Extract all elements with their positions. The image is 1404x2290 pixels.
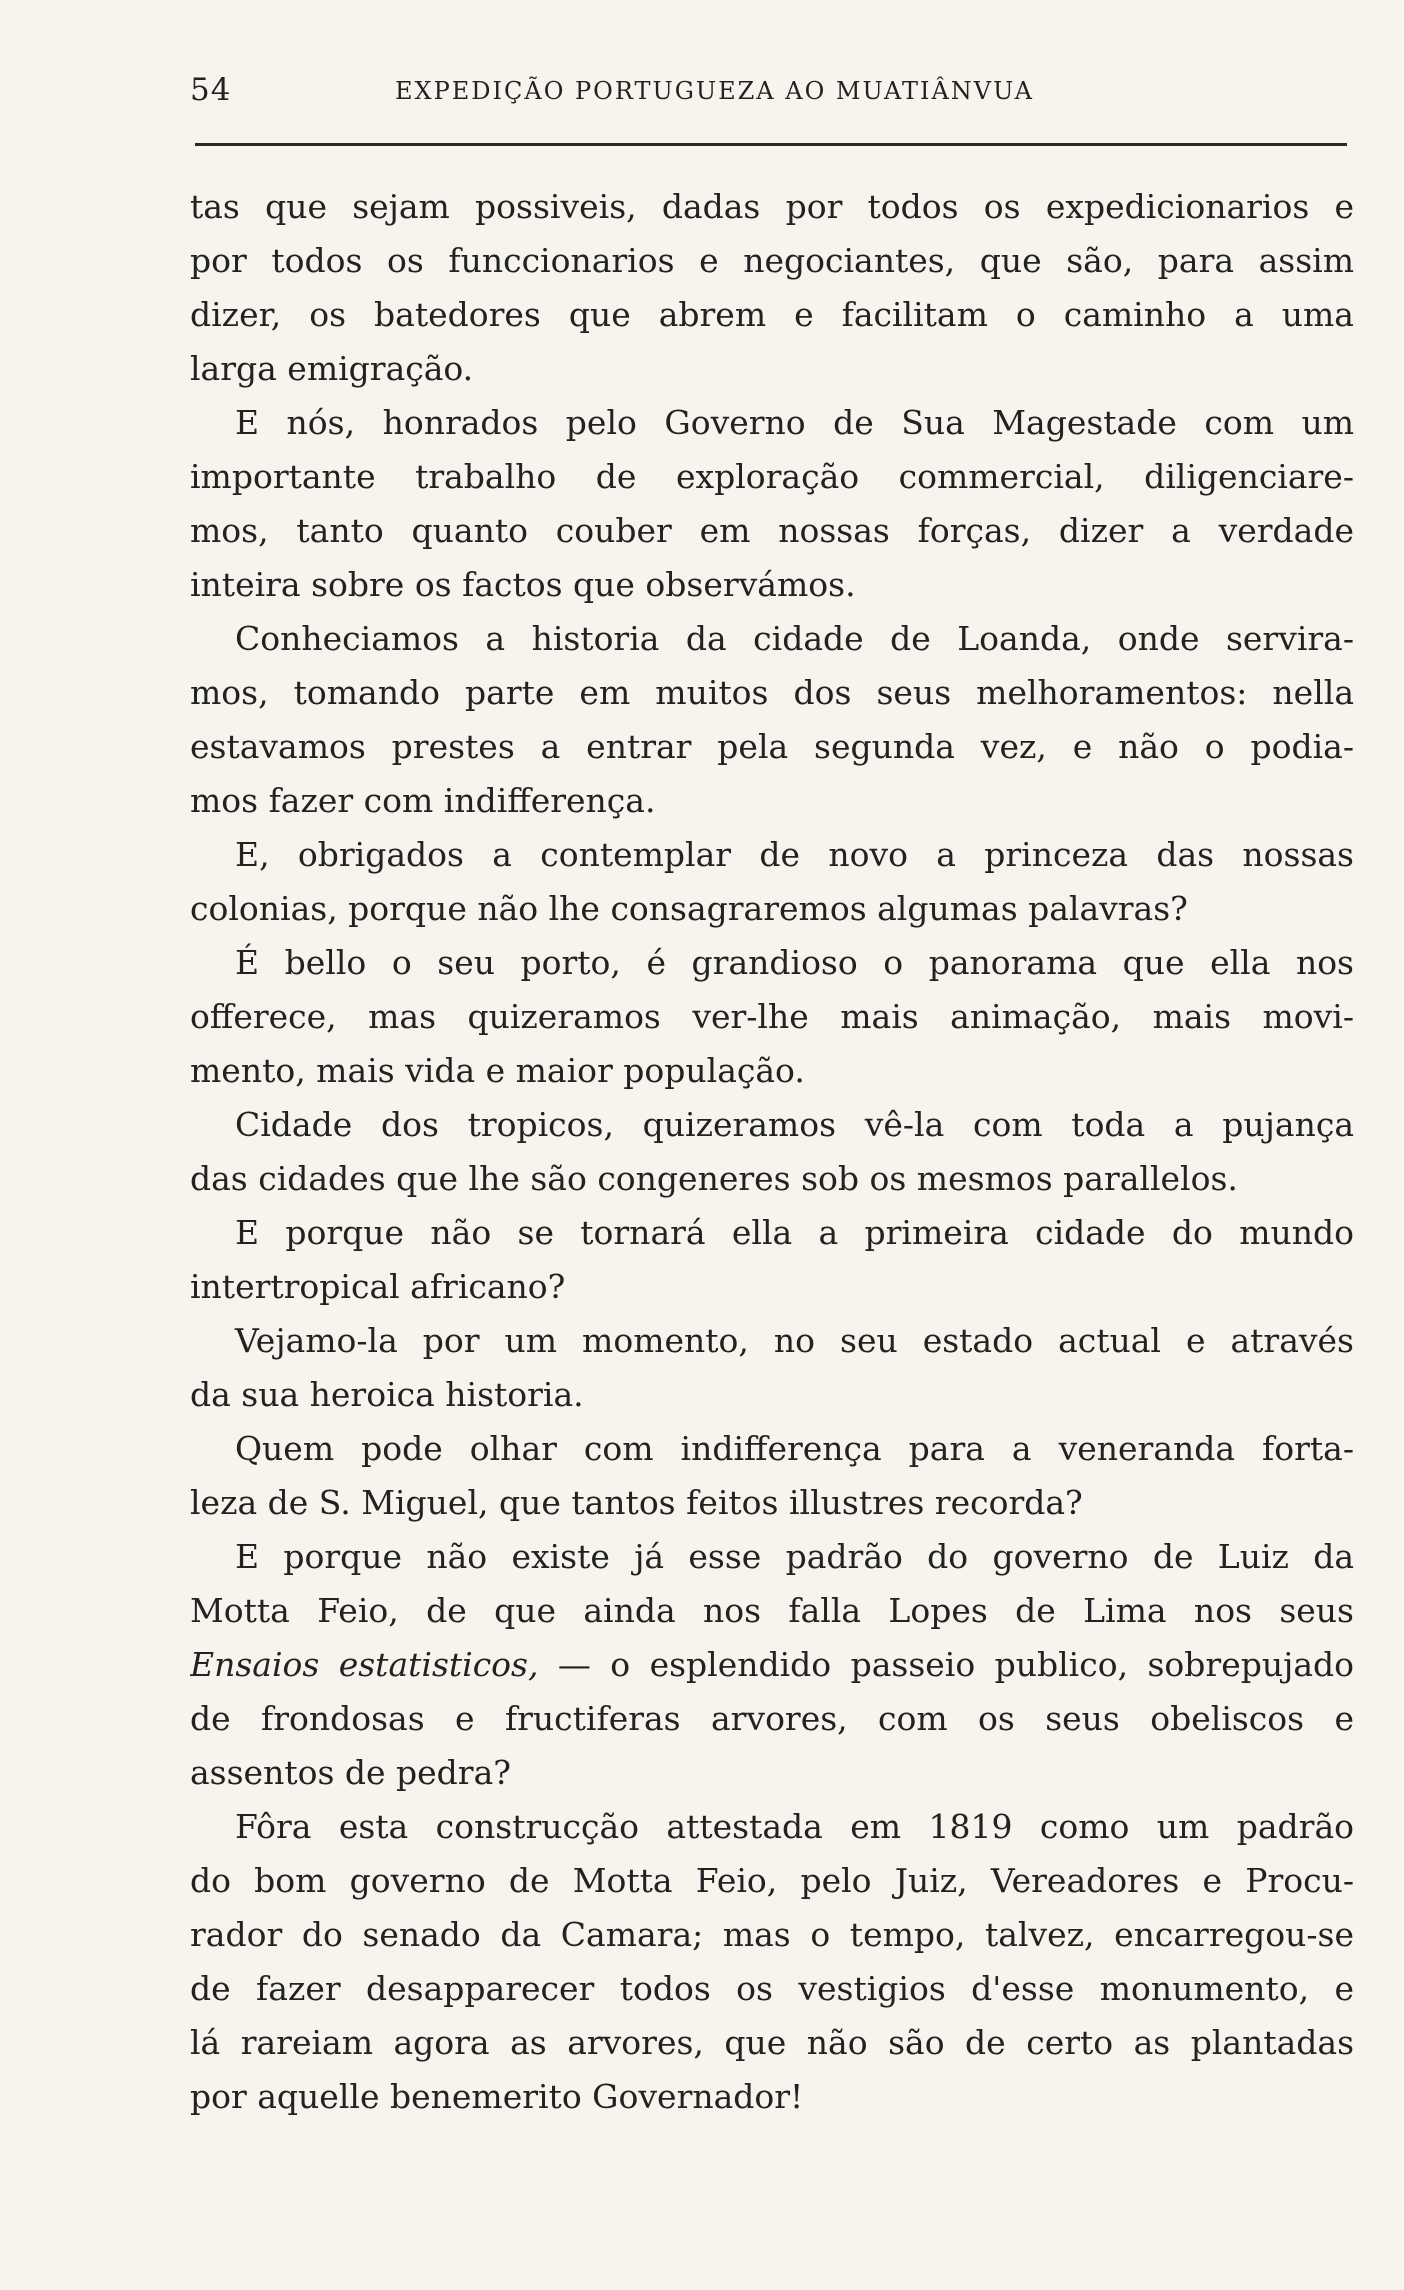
text-line: importante trabalho de exploração commercial, diligenciare- [190, 457, 1354, 496]
text-line: offerece, mas quizeramos ver-lhe mais animação, mais movi- [190, 997, 1354, 1036]
text-line: É bello o seu porto, é grandioso o panorama que ella nos [235, 943, 1354, 982]
text-line: E nós, honrados pelo Governo de Sua Magestade com um [235, 403, 1354, 442]
text-line: mos, tomando parte em muitos dos seus melhoramentos: nella [190, 673, 1354, 712]
header-rule [195, 143, 1347, 146]
italic-book-title: Ensaios estatisticos, [190, 1645, 539, 1684]
text-line: colonias, porque não lhe consagraremos algumas palavras? [190, 889, 1188, 928]
text-line: Cidade dos tropicos, quizeramos vê-la com toda a pujança [235, 1105, 1354, 1144]
text-line: inteira sobre os factos que observámos. [190, 565, 856, 604]
running-title: EXPEDIÇÃO PORTUGUEZA AO MUATIÂNVUA [395, 77, 1034, 105]
text-line: Conheciamos a historia da cidade de Loanda, onde servira- [235, 619, 1354, 658]
text-line: dizer, os batedores que abrem e facilitam o caminho a uma [190, 295, 1354, 334]
text-line-rest: — o esplendido passeio publico, sobrepujado [538, 1645, 1354, 1684]
text-line: de frondosas e fructiferas arvores, com os seus obeliscos e [190, 1699, 1354, 1738]
text-line: mento, mais vida e maior população. [190, 1051, 805, 1090]
body-text [190, 180, 1354, 2124]
text-line: E, obrigados a contemplar de novo a princeza das nossas [235, 835, 1354, 874]
text-line: por todos os funccionarios e negociantes, que são, para assim [190, 241, 1354, 280]
text-line: Motta Feio, de que ainda nos falla Lopes de Lima nos seus [190, 1591, 1354, 1630]
text-line: assentos de pedra? [190, 1753, 511, 1792]
text-line: larga emigração. [190, 349, 474, 388]
text-line: tas que sejam possiveis, dadas por todos os expedicionarios e [190, 187, 1354, 226]
text-line: por aquelle benemerito Governador! [190, 2077, 804, 2116]
text-line: da sua heroica historia. [190, 1375, 584, 1414]
page-number: 54 [190, 72, 232, 108]
text-line: leza de S. Miguel, que tantos feitos illustres recorda? [190, 1483, 1083, 1522]
text-line: lá rareiam agora as arvores, que não são de certo as plantadas [190, 2023, 1354, 2062]
text-line: de fazer desapparecer todos os vestigios d'esse monumento, e [190, 1969, 1354, 2008]
text-line-with-italic [190, 1638, 1354, 1692]
text-line: mos, tanto quanto couber em nossas forças, dizer a verdade [190, 511, 1354, 550]
text-line: E porque não existe já esse padrão do governo de Luiz da [235, 1537, 1354, 1576]
text-line: intertropical africano? [190, 1267, 566, 1306]
text-line: Vejamo-la por um momento, no seu estado actual e através [235, 1321, 1354, 1360]
page-header [190, 72, 1358, 122]
text-line: do bom governo de Motta Feio, pelo Juiz, Vereadores e Procu- [190, 1861, 1354, 1900]
text-line: das cidades que lhe são congeneres sob os mesmos parallelos. [190, 1159, 1238, 1198]
text-line: Quem pode olhar com indifferença para a veneranda forta- [235, 1429, 1354, 1468]
text-line: rador do senado da Camara; mas o tempo, talvez, encarregou-se [190, 1915, 1354, 1954]
text-line: Fôra esta construcção attestada em 1819 como um padrão [235, 1807, 1354, 1846]
text-line: mos fazer com indifferença. [190, 781, 656, 820]
text-line: estavamos prestes a entrar pela segunda vez, e não o podia- [190, 727, 1354, 766]
text-line: E porque não se tornará ella a primeira cidade do mundo [235, 1213, 1354, 1252]
